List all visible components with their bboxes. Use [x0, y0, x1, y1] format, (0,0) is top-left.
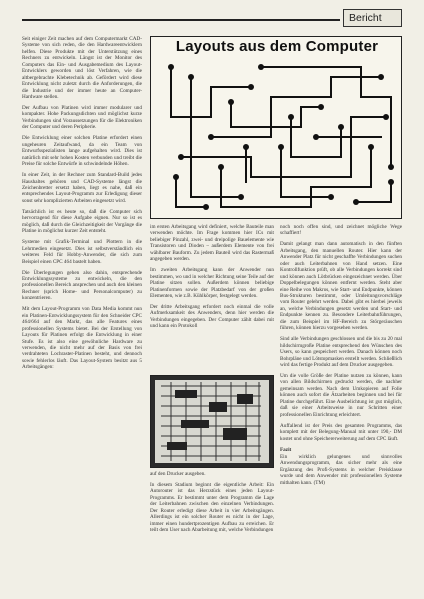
column-left — [22, 36, 142, 584]
paragraph: Tatsächlich ist es heute so, daß die Computer sich hervorragend für diese Aufgabe eignen. Nur so ist es möglich, daß durch die Gleichzeitigkeit der Vorgänge die Platine in möglichst kurzer Zeit entsteht. — [22, 208, 142, 235]
paragraph: noch noch offen sind, und zeichnet mögliche Wege schaffiert! — [280, 224, 402, 237]
monitor-screenshot — [150, 375, 274, 468]
paragraph: Um die volle Größe der Platine nutzen zu können, kann von allen Bildschirmen gedruckt werden, die nachher gemeinsam werden. Nach dem Umkopieren auf Folie können auch sofort die Ätzarbeiten beginnen und bei für Platine durchgeführt. Eine Ausbelichtung ist gut möglich, daß sie einer Arbeitsweise in nur Schritten einer professionellen Einrichtung erleichtert. — [280, 373, 402, 418]
paragraph: im ersten Arbeitsgang wird definiert, welche Bauteile man verwenden möchte. Im Frage kommen hier ICs mit beliebiger Pinzahl, zwei- und dreipolige Bauelemente wie Transistoren und Dioden – außerdem Elemente von frei wählbarer Bauform. Zu jedem Bauteil wird das Rastermaß angegeben werden. — [150, 224, 274, 263]
paragraph: Sind alle Verbindungen geschlossen und die bis zu 20 mal hildschirmgroße Platine entsprechend den Wünschen des Users, so kann gespeichert werden. Danach können noch Bohrpläne und Lötstopmasken erstellt werden. Schließlich wird das fertige Produkt auf dem Drucker ausgegeben. — [280, 336, 402, 369]
paragraph: Die Überlegungen gehen also dahin, entsprechende Entwicklungssysteme zu entwickeln, die den professionellen Bereich ansprechen und auch den kleinen Rechner (sprich Home- und Personalcomputer) zu konzentrieren. — [22, 269, 142, 302]
paragraph: Die Entwicklung einer solchen Platine erfordert einen ungeheuren Zeitaufwand, da ein Team von Entwurfsspezialisten lange aufgehalten wird. Dies ist natürlich mit sehr hohen Kosten verbunden und treibt die Preise für solche Entwürfe in schwindelnde Höhen. — [22, 135, 142, 168]
column-middle-top — [150, 224, 274, 372]
paragraph: Systeme mit Grafik-Terminal und Plottern in die Lehrmedien eingesetzt. Dies ist selbstverständlich ein weiteres Feld für Hobby-Anwender, die sich zum Beispiel einen CPC 464 bastelt haben. — [22, 239, 142, 265]
subheading: Fazit — [280, 446, 292, 453]
paragraph: Auffallend ist der Preis des gesamten Programms, das komplett mit der Belegung-Manual mit unter 190,- DM kostet und ohne Speichererweiterung auf dem CPC läuft. — [280, 422, 402, 442]
paragraph: Ein wirklich gelungenes und sinnvolles Anwendungsprogramm, das sicher mehr als eine Ergänzung des Profi-Systems in welcher Preisklasse wurde und dem Anwender mit professionellen Systeme mithalten kann. (TM) — [280, 454, 402, 486]
paragraph: Im zweiten Arbeitsgang kann der Anwender nun bestimmen, wo und in welcher Richtung seine Teile auf der Platine sitzen sollen. Außerdem können beliebige Platinenformen sowie der Platzbedarf von der großen Elementen, wie z.B. Kühlkörper, festgelegt werden. — [150, 267, 274, 300]
article-title: Layouts aus dem Computer — [175, 38, 379, 55]
section-tag: Bericht — [343, 9, 402, 27]
paragraph: Der dritte Arbeitsgang erfordert noch einmal die volle Aufmerksamkeit des Anwenders, denn hier werden die Verbindungen eingegeben. Der Computer zählt dabei mit und kann ein Protokoll — [150, 303, 274, 330]
paragraph: Damit gelangt man dann automatisch in den fünften Arbeitsgang, den manuellen Router. Hier kann der Anwender Platz für nicht geschaffte Verbindungen suchen oder auch Leiterbahnen von Hand setzen. Eine Kontrollfunktion prüft, ob alle Verbindungen korrekt sind und können auch Lötbrücken eingezeichnet werden. Über Doppelbelegungen können entfernt werden. Steht aber eine Reihe von Makros, wie Start- und Endpunkte, können Bus-Strukturen bestimmt, oder Umleitungsvorschläge vom Router gelehrt werden. Dabei gibt es hierbei jeweils an, welche Verbindungen gesetzt werden und Start- und Endpunkte kennen zu. Besondere Leiterbahnführungen, die zum Beispiel im HF-Bereich zu Störgeräuschen führen, können hierzu vorgesehen werden. — [280, 241, 402, 332]
paragraph: Mit dem Layout-Programm von Data Media kommt nun ein Platinen-Entwicklungssystem für den Schneider CPC 464/664 auf den Markt, das alle Features eines professionellen Systems bietet. Bei der Erstellung von Layouts für Platinen erfolgt die Entwicklung in einer Stufe. Es ist also eine gewöhnliche Hardware zu verwenden, die nicht mehr auf der Basis von frei verdrahteten Lochraster-Platinen besteht, und dennoch sowie fehlerlos läuft. Das Layout-System besitzt aus 5 Arbeitsgängen: — [22, 306, 142, 371]
paragraph: Seit einiger Zeit machen auf dem Computermarkt CAD-Systeme von sich reden, die den Hardwareentwicklern helfen. Diese Produkte mit der Unterstützung eines Rechners zu entwickeln. Längst ist der Monitor des Computers das Ein- und Ausgabemedium des Layout-Entwicklers geworden und löst Verfahren, wie die altbergebrachte Klebetechnik ab. Gefördert wird diese Entwicklung nicht zuletzt durch die Anforderungen, die die Industrie und der immer heute an Computer-Hardware stellen. — [22, 36, 142, 101]
circuit-layout-banner — [150, 36, 402, 219]
pcb-screen-image — [151, 376, 273, 467]
paragraph: auf den Drucker ausgeben. — [150, 471, 206, 477]
header-rule — [22, 19, 340, 21]
pcb-trace-illustration — [151, 57, 401, 217]
paragraph: In einer Zeit, in der Rechner zum Standard-Build jedes Haushaltes gehören und CAD-Systeme längst die Zeichenbretter ersetzt haben, liegt es nahe, daß ein entsprechendes Layout-Programm zur Erledigung dieser sonst sehr komplizierten Arbeiten eingesetzt wird. — [22, 172, 142, 204]
paragraph: Der Aufbau von Platinen wird immer modularer und kompakter. Hohe Packungsdichten und möglichst kurze Verbindungen sind Voraussetzungen für die Elektroniken der Computer und deren Peripherie. — [22, 105, 142, 131]
column-right — [280, 224, 402, 584]
column-middle-bottom — [150, 471, 274, 584]
paragraph: In diesem Stadium beginnt die eigentliche Arbeit: Ein Autorouter ist das Herzstück eines jeden Layout-Programms. Er bestimmt unter dem Programm die Lage der Leiterbahnen zwischen den einzelnen Verbindungen. Der Router erledigt diese Arbeit in vier Arbeitsgängen. Allerdings ist ein solcher Router es nicht in der Lage, immer einen hundertprozentigen Aufbau zu erreichen. Er teilt dem User nach Abarbeitung mit, welche Verbindungen — [150, 481, 274, 534]
